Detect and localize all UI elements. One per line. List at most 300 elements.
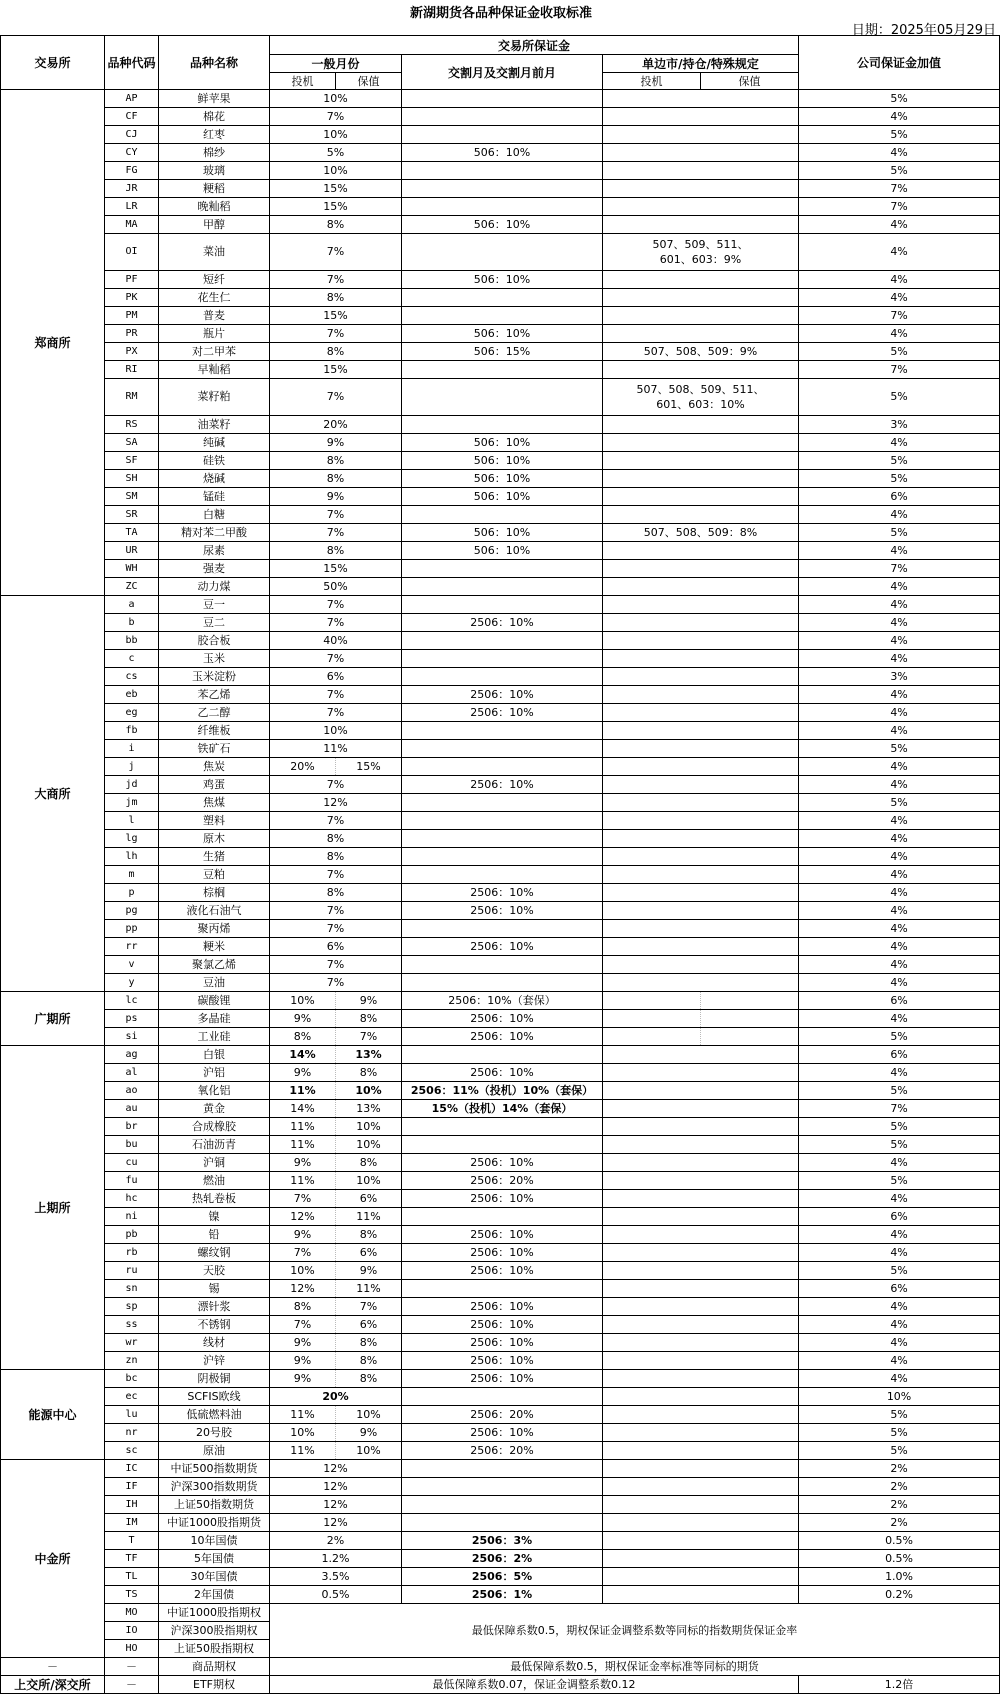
general-margin-cell: 7% bbox=[270, 325, 402, 343]
code-cell: SF bbox=[105, 452, 159, 470]
special-margin-cell bbox=[603, 1388, 799, 1406]
general-margin-cell: 7% bbox=[270, 524, 402, 542]
special-hedge-cell bbox=[701, 1010, 799, 1028]
delivery-margin-cell bbox=[402, 974, 603, 992]
name-cell: 红枣 bbox=[159, 126, 270, 144]
general-spec-cell: 12% bbox=[270, 1280, 336, 1298]
general-hedge-cell: 9% bbox=[336, 1424, 402, 1442]
code-cell: cs bbox=[105, 668, 159, 686]
special-margin-cell bbox=[603, 596, 799, 614]
table-row bbox=[1, 1676, 1000, 1694]
table-row bbox=[1, 1136, 1000, 1154]
table-row bbox=[1, 614, 1000, 632]
general-hedge-cell: 6% bbox=[336, 1244, 402, 1262]
code-cell: i bbox=[105, 740, 159, 758]
table-row bbox=[1, 379, 1000, 416]
name-cell: 锰硅 bbox=[159, 488, 270, 506]
delivery-margin-cell bbox=[402, 848, 603, 866]
table-row bbox=[1, 1154, 1000, 1172]
col-company-add: 公司保证金加值 bbox=[799, 36, 1000, 90]
company-add-cell: 4% bbox=[799, 776, 1000, 794]
company-add-cell: 5% bbox=[799, 470, 1000, 488]
name-cell: 螺纹钢 bbox=[159, 1244, 270, 1262]
delivery-margin-cell bbox=[402, 650, 603, 668]
special-margin-cell bbox=[603, 956, 799, 974]
delivery-margin-cell: 506：10% bbox=[402, 542, 603, 560]
company-add-cell: 4% bbox=[799, 1226, 1000, 1244]
delivery-margin-cell: 506：10% bbox=[402, 144, 603, 162]
col-code: 品种代码 bbox=[105, 36, 159, 90]
name-cell: 棉纱 bbox=[159, 144, 270, 162]
code-cell: au bbox=[105, 1100, 159, 1118]
table-row bbox=[1, 271, 1000, 289]
company-add-cell: 6% bbox=[799, 1046, 1000, 1064]
name-cell: 豆一 bbox=[159, 596, 270, 614]
company-add-cell: 4% bbox=[799, 1352, 1000, 1370]
special-margin-cell bbox=[603, 758, 799, 776]
table-row bbox=[1, 1478, 1000, 1496]
name-cell: 白银 bbox=[159, 1046, 270, 1064]
code-cell: sp bbox=[105, 1298, 159, 1316]
code-cell: rr bbox=[105, 938, 159, 956]
code-cell: PX bbox=[105, 343, 159, 361]
name-cell: 合成橡胶 bbox=[159, 1118, 270, 1136]
special-margin-cell bbox=[603, 920, 799, 938]
general-margin-cell: 8% bbox=[270, 542, 402, 560]
name-cell: 阴极铜 bbox=[159, 1370, 270, 1388]
special-margin-cell bbox=[603, 1064, 799, 1082]
name-cell: 热轧卷板 bbox=[159, 1190, 270, 1208]
company-add-cell: 4% bbox=[799, 866, 1000, 884]
company-add-cell: 7% bbox=[799, 1100, 1000, 1118]
table-row bbox=[1, 506, 1000, 524]
company-add-cell: 5% bbox=[799, 343, 1000, 361]
general-margin-cell: 0.5% bbox=[270, 1586, 402, 1604]
table-row bbox=[1, 1298, 1000, 1316]
col-general-hedge: 保值 bbox=[336, 73, 402, 90]
name-cell: SCFIS欧线 bbox=[159, 1388, 270, 1406]
company-add-cell: 4% bbox=[799, 632, 1000, 650]
special-margin-cell bbox=[603, 938, 799, 956]
delivery-margin-cell bbox=[402, 578, 603, 596]
delivery-margin-cell bbox=[402, 361, 603, 379]
margin-table bbox=[0, 35, 1000, 1694]
company-add-cell: 6% bbox=[799, 1208, 1000, 1226]
company-add-cell: 5% bbox=[799, 379, 1000, 416]
delivery-margin-cell bbox=[402, 289, 603, 307]
code-cell: TA bbox=[105, 524, 159, 542]
general-hedge-cell: 8% bbox=[336, 1064, 402, 1082]
table-row bbox=[1, 90, 1000, 108]
delivery-margin-cell: 2506：10% bbox=[402, 686, 603, 704]
special-margin-cell bbox=[603, 1532, 799, 1550]
general-hedge-cell: 10% bbox=[336, 1118, 402, 1136]
table-row bbox=[1, 866, 1000, 884]
delivery-margin-cell: 2506：1% bbox=[402, 1586, 603, 1604]
delivery-margin-cell: 2506：10% bbox=[402, 1244, 603, 1262]
table-row bbox=[1, 1190, 1000, 1208]
name-cell: 漂针浆 bbox=[159, 1298, 270, 1316]
company-add-cell: 3% bbox=[799, 668, 1000, 686]
delivery-margin-cell: 506：10% bbox=[402, 325, 603, 343]
special-margin-cell bbox=[603, 866, 799, 884]
code-cell: ag bbox=[105, 1046, 159, 1064]
special-margin-cell: 507、509、511、 601、603：9% bbox=[603, 234, 799, 271]
company-add-cell: 4% bbox=[799, 1244, 1000, 1262]
general-spec-cell: 14% bbox=[270, 1100, 336, 1118]
special-margin-cell bbox=[603, 1118, 799, 1136]
table-row bbox=[1, 198, 1000, 216]
code-cell: pp bbox=[105, 920, 159, 938]
delivery-margin-cell bbox=[402, 126, 603, 144]
special-margin-cell bbox=[603, 452, 799, 470]
general-margin-cell: 6% bbox=[270, 668, 402, 686]
general-margin-cell: 40% bbox=[270, 632, 402, 650]
general-margin-cell: 8% bbox=[270, 830, 402, 848]
code-cell: SH bbox=[105, 470, 159, 488]
delivery-margin-cell: 2506：10% bbox=[402, 1334, 603, 1352]
table-row bbox=[1, 1334, 1000, 1352]
exchange-cell: 中金所 bbox=[1, 1460, 105, 1658]
company-add-cell: 2% bbox=[799, 1496, 1000, 1514]
company-add-cell: 7% bbox=[799, 307, 1000, 325]
delivery-margin-cell bbox=[402, 1136, 603, 1154]
name-cell: 中证1000股指期货 bbox=[159, 1514, 270, 1532]
company-add-cell: 4% bbox=[799, 758, 1000, 776]
table-row bbox=[1, 180, 1000, 198]
name-cell: 生猪 bbox=[159, 848, 270, 866]
general-spec-cell: 14% bbox=[270, 1046, 336, 1064]
general-spec-cell: 7% bbox=[270, 1244, 336, 1262]
table-row bbox=[1, 1010, 1000, 1028]
general-margin-cell: 8% bbox=[270, 216, 402, 234]
delivery-margin-cell: 2506：10% bbox=[402, 938, 603, 956]
company-add-cell: 4% bbox=[799, 830, 1000, 848]
table-row bbox=[1, 1046, 1000, 1064]
delivery-margin-cell: 2506：10%（套保） bbox=[402, 992, 603, 1010]
name-cell: 乙二醇 bbox=[159, 704, 270, 722]
delivery-margin-cell bbox=[402, 758, 603, 776]
code-cell: lc bbox=[105, 992, 159, 1010]
code-cell: RI bbox=[105, 361, 159, 379]
table-row bbox=[1, 1550, 1000, 1568]
general-margin-cell: 7% bbox=[270, 902, 402, 920]
delivery-margin-cell: 2506：20% bbox=[402, 1442, 603, 1460]
delivery-margin-cell: 2506：10% bbox=[402, 1352, 603, 1370]
table-row bbox=[1, 956, 1000, 974]
delivery-margin-cell: 506：10% bbox=[402, 271, 603, 289]
company-add-cell: 6% bbox=[799, 488, 1000, 506]
company-add-cell: 4% bbox=[799, 884, 1000, 902]
name-cell: 20号胶 bbox=[159, 1424, 270, 1442]
special-margin-cell bbox=[603, 198, 799, 216]
general-hedge-cell: 7% bbox=[336, 1298, 402, 1316]
delivery-margin-cell: 2506：10% bbox=[402, 704, 603, 722]
general-hedge-cell: 9% bbox=[336, 992, 402, 1010]
table-row bbox=[1, 1172, 1000, 1190]
name-cell: 硅铁 bbox=[159, 452, 270, 470]
general-margin-cell: 8% bbox=[270, 848, 402, 866]
code-cell: cu bbox=[105, 1154, 159, 1172]
general-hedge-cell: 7% bbox=[336, 1028, 402, 1046]
code-cell: RS bbox=[105, 416, 159, 434]
special-margin-cell bbox=[603, 542, 799, 560]
name-cell: 2年国债 bbox=[159, 1586, 270, 1604]
code-cell: PR bbox=[105, 325, 159, 343]
special-margin-cell: 507、508、509：9% bbox=[603, 343, 799, 361]
company-add-cell: 7% bbox=[799, 180, 1000, 198]
delivery-margin-cell bbox=[402, 722, 603, 740]
name-cell: 棕榈 bbox=[159, 884, 270, 902]
name-cell: 焦炭 bbox=[159, 758, 270, 776]
code-cell: ni bbox=[105, 1208, 159, 1226]
general-margin-cell: 15% bbox=[270, 198, 402, 216]
table-body bbox=[1, 90, 1000, 1694]
table-row bbox=[1, 1064, 1000, 1082]
general-margin-cell: 12% bbox=[270, 1460, 402, 1478]
general-spec-cell: 20% bbox=[270, 758, 336, 776]
general-margin-cell: 12% bbox=[270, 1514, 402, 1532]
table-row bbox=[1, 776, 1000, 794]
delivery-margin-cell: 2506：11%（投机）10%（套保） bbox=[402, 1082, 603, 1100]
name-cell: 中证1000股指期权 bbox=[159, 1604, 270, 1622]
name-cell: 黄金 bbox=[159, 1100, 270, 1118]
delivery-margin-cell bbox=[402, 1280, 603, 1298]
name-cell: 沪铜 bbox=[159, 1154, 270, 1172]
code-cell: － bbox=[105, 1676, 159, 1694]
name-cell: 镍 bbox=[159, 1208, 270, 1226]
company-add-cell: 5% bbox=[799, 452, 1000, 470]
company-add-cell: 4% bbox=[799, 704, 1000, 722]
special-margin-cell bbox=[603, 1406, 799, 1424]
delivery-margin-cell: 2506：10% bbox=[402, 884, 603, 902]
general-hedge-cell: 11% bbox=[336, 1280, 402, 1298]
general-margin-cell: 8% bbox=[270, 884, 402, 902]
special-margin-cell bbox=[603, 686, 799, 704]
special-margin-cell bbox=[603, 1190, 799, 1208]
name-cell: 豆粕 bbox=[159, 866, 270, 884]
general-spec-cell: 10% bbox=[270, 992, 336, 1010]
table-row bbox=[1, 1226, 1000, 1244]
table-row bbox=[1, 1244, 1000, 1262]
delivery-margin-cell: 2506：10% bbox=[402, 614, 603, 632]
special-margin-cell bbox=[603, 1334, 799, 1352]
general-spec-cell: 9% bbox=[270, 1352, 336, 1370]
table-row bbox=[1, 1604, 1000, 1622]
delivery-margin-cell bbox=[402, 162, 603, 180]
company-add-cell: 4% bbox=[799, 1154, 1000, 1172]
name-cell: 低硫燃料油 bbox=[159, 1406, 270, 1424]
special-margin-cell bbox=[603, 1100, 799, 1118]
code-cell: PM bbox=[105, 307, 159, 325]
company-add-cell: 4% bbox=[799, 144, 1000, 162]
table-row bbox=[1, 1370, 1000, 1388]
special-margin-cell bbox=[603, 830, 799, 848]
general-margin-cell: 9% bbox=[270, 434, 402, 452]
delivery-margin-cell bbox=[402, 1118, 603, 1136]
col-exchange-margin: 交易所保证金 bbox=[270, 36, 799, 55]
delivery-margin-cell: 506：10% bbox=[402, 470, 603, 488]
name-cell: 锡 bbox=[159, 1280, 270, 1298]
delivery-margin-cell: 506：10% bbox=[402, 452, 603, 470]
code-cell: lh bbox=[105, 848, 159, 866]
special-margin-cell bbox=[603, 1550, 799, 1568]
table-row bbox=[1, 1424, 1000, 1442]
table-row bbox=[1, 650, 1000, 668]
delivery-margin-cell: 2506：20% bbox=[402, 1172, 603, 1190]
general-margin-cell: 8% bbox=[270, 470, 402, 488]
delivery-margin-cell bbox=[402, 668, 603, 686]
company-add-cell: 5% bbox=[799, 126, 1000, 144]
name-cell: 线材 bbox=[159, 1334, 270, 1352]
general-margin-cell: 15% bbox=[270, 361, 402, 379]
code-cell: T bbox=[105, 1532, 159, 1550]
code-cell: rb bbox=[105, 1244, 159, 1262]
company-add-cell: 4% bbox=[799, 902, 1000, 920]
general-margin-cell: 7% bbox=[270, 614, 402, 632]
general-hedge-cell: 10% bbox=[336, 1406, 402, 1424]
company-add-cell: 6% bbox=[799, 992, 1000, 1010]
general-margin-cell: 12% bbox=[270, 1478, 402, 1496]
special-margin-cell bbox=[603, 1046, 799, 1064]
name-cell: 豆油 bbox=[159, 974, 270, 992]
general-margin-cell: 12% bbox=[270, 794, 402, 812]
general-hedge-cell: 10% bbox=[336, 1082, 402, 1100]
exchange-cell: 郑商所 bbox=[1, 90, 105, 596]
delivery-margin-cell bbox=[402, 1496, 603, 1514]
code-cell: IC bbox=[105, 1460, 159, 1478]
company-add-cell: 2% bbox=[799, 1478, 1000, 1496]
general-spec-cell: 7% bbox=[270, 1316, 336, 1334]
company-add-cell: 4% bbox=[799, 722, 1000, 740]
table-row bbox=[1, 974, 1000, 992]
name-cell: 商品期权 bbox=[159, 1658, 270, 1676]
name-cell: 原木 bbox=[159, 830, 270, 848]
code-cell: pb bbox=[105, 1226, 159, 1244]
general-margin-cell: 6% bbox=[270, 938, 402, 956]
name-cell: 普麦 bbox=[159, 307, 270, 325]
table-row bbox=[1, 325, 1000, 343]
code-cell: b bbox=[105, 614, 159, 632]
code-cell: IO bbox=[105, 1622, 159, 1640]
name-cell: 烧碱 bbox=[159, 470, 270, 488]
general-hedge-cell: 10% bbox=[336, 1136, 402, 1154]
general-spec-cell: 11% bbox=[270, 1172, 336, 1190]
table-row bbox=[1, 1388, 1000, 1406]
col-exchange: 交易所 bbox=[1, 36, 105, 90]
general-margin-cell: 9% bbox=[270, 488, 402, 506]
company-add-cell: 4% bbox=[799, 1370, 1000, 1388]
col-special: 单边市/持仓/特殊规定 bbox=[603, 55, 799, 73]
table-row bbox=[1, 416, 1000, 434]
general-hedge-cell: 8% bbox=[336, 1370, 402, 1388]
special-margin-cell: 507、508、509：8% bbox=[603, 524, 799, 542]
special-margin-cell bbox=[603, 776, 799, 794]
delivery-margin-cell bbox=[402, 740, 603, 758]
general-margin-cell: 8% bbox=[270, 343, 402, 361]
table-row bbox=[1, 361, 1000, 379]
company-add-cell: 4% bbox=[799, 1316, 1000, 1334]
company-add-cell: 4% bbox=[799, 434, 1000, 452]
general-spec-cell: 9% bbox=[270, 1064, 336, 1082]
table-row bbox=[1, 920, 1000, 938]
name-cell: 石油沥青 bbox=[159, 1136, 270, 1154]
table-row bbox=[1, 470, 1000, 488]
delivery-margin-cell bbox=[402, 632, 603, 650]
special-margin-cell bbox=[603, 884, 799, 902]
general-spec-cell: 8% bbox=[270, 1028, 336, 1046]
special-margin-cell bbox=[603, 1442, 799, 1460]
delivery-margin-cell: 2506：2% bbox=[402, 1550, 603, 1568]
col-name: 品种名称 bbox=[159, 36, 270, 90]
col-general: 一般月份 bbox=[270, 55, 402, 73]
code-cell: a bbox=[105, 596, 159, 614]
name-cell: 玉米 bbox=[159, 650, 270, 668]
company-add-cell: 4% bbox=[799, 812, 1000, 830]
special-margin-cell bbox=[603, 1172, 799, 1190]
delivery-margin-cell bbox=[402, 1388, 603, 1406]
table-row bbox=[1, 1100, 1000, 1118]
delivery-margin-cell: 506：10% bbox=[402, 488, 603, 506]
name-cell: 纯碱 bbox=[159, 434, 270, 452]
code-cell: JR bbox=[105, 180, 159, 198]
company-add-cell: 0.5% bbox=[799, 1550, 1000, 1568]
code-cell: bb bbox=[105, 632, 159, 650]
code-cell: ZC bbox=[105, 578, 159, 596]
table-row bbox=[1, 668, 1000, 686]
special-margin-cell bbox=[603, 162, 799, 180]
general-hedge-cell: 8% bbox=[336, 1352, 402, 1370]
name-cell: 花生仁 bbox=[159, 289, 270, 307]
code-cell: ss bbox=[105, 1316, 159, 1334]
general-margin-cell: 7% bbox=[270, 506, 402, 524]
table-row bbox=[1, 992, 1000, 1010]
special-margin-cell bbox=[603, 180, 799, 198]
general-hedge-cell: 8% bbox=[336, 1010, 402, 1028]
special-margin-cell bbox=[603, 704, 799, 722]
table-header bbox=[1, 36, 1000, 90]
table-row bbox=[1, 1586, 1000, 1604]
special-margin-cell bbox=[603, 1262, 799, 1280]
table-row bbox=[1, 740, 1000, 758]
code-cell: ps bbox=[105, 1010, 159, 1028]
special-margin-cell bbox=[603, 578, 799, 596]
code-cell: fb bbox=[105, 722, 159, 740]
general-margin-cell: 1.2% bbox=[270, 1550, 402, 1568]
table-row bbox=[1, 686, 1000, 704]
general-margin-cell: 15% bbox=[270, 560, 402, 578]
delivery-margin-cell bbox=[402, 307, 603, 325]
company-add-cell: 10% bbox=[799, 1388, 1000, 1406]
col-special-spec: 投机 bbox=[603, 73, 701, 90]
table-row bbox=[1, 343, 1000, 361]
code-cell: TL bbox=[105, 1568, 159, 1586]
special-margin-cell bbox=[603, 614, 799, 632]
delivery-margin-cell: 2506：10% bbox=[402, 776, 603, 794]
general-spec-cell: 10% bbox=[270, 1262, 336, 1280]
code-cell: hc bbox=[105, 1190, 159, 1208]
delivery-margin-cell bbox=[402, 1046, 603, 1064]
table-row bbox=[1, 216, 1000, 234]
commodity-options-note-cell: 最低保障系数0.5，期权保证金率标准等同标的期货 bbox=[270, 1658, 1000, 1676]
name-cell: 原油 bbox=[159, 1442, 270, 1460]
general-margin-cell: 15% bbox=[270, 180, 402, 198]
exchange-cell: 能源中心 bbox=[1, 1370, 105, 1460]
code-cell: － bbox=[105, 1658, 159, 1676]
table-row bbox=[1, 704, 1000, 722]
name-cell: 30年国债 bbox=[159, 1568, 270, 1586]
code-cell: CF bbox=[105, 108, 159, 126]
